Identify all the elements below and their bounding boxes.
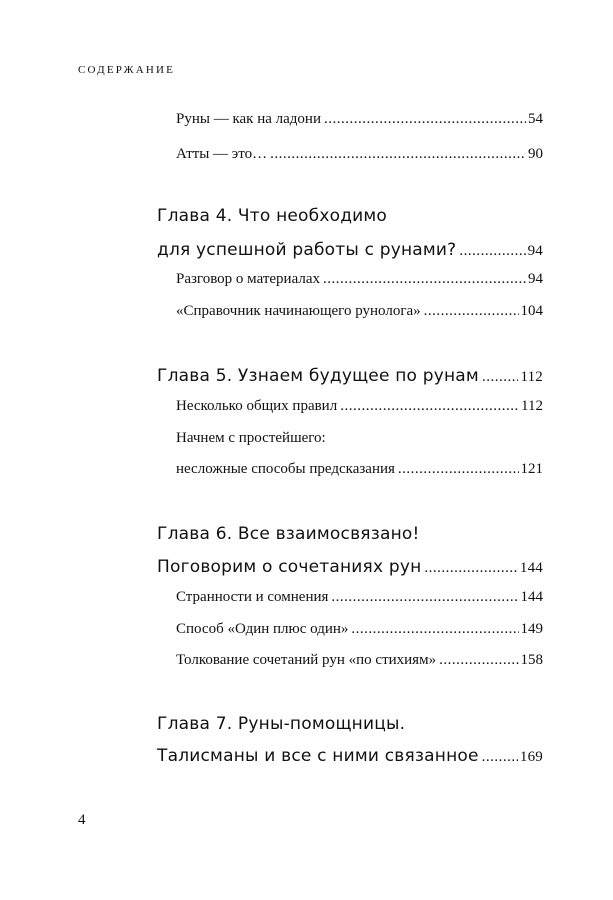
toc-entry-title: Руны — как на ладони (176, 111, 321, 127)
toc-leader-dots (482, 369, 518, 386)
toc-entry (176, 111, 543, 128)
toc-entry (176, 271, 543, 288)
toc-page-number: 90 (528, 146, 543, 162)
chapter-heading (157, 366, 543, 386)
chapter-heading (157, 557, 543, 577)
chapter-heading (157, 240, 543, 260)
toc-entry (176, 652, 543, 669)
chapter-title: для успешной работы с рунами? (157, 240, 457, 260)
toc-entry-title: Атты — это… (176, 146, 268, 162)
page-number-folio: 4 (78, 812, 86, 828)
toc-entry (176, 430, 326, 447)
toc-leader-dots (424, 560, 517, 577)
toc-page-number: 121 (520, 461, 543, 477)
chapter-title: Талисманы и все с ними связанное (157, 746, 479, 766)
toc-leader-dots (424, 303, 519, 320)
chapter-heading (157, 524, 420, 544)
toc-entry-title: Разговор о материалах (176, 271, 321, 287)
toc-page-number: 104 (520, 303, 543, 319)
toc-entry (176, 621, 543, 638)
toc-entry-title: несложные способы предсказания (176, 461, 395, 477)
toc-leader-dots (398, 461, 519, 478)
toc-page-number: 94 (528, 271, 543, 287)
toc-entry (176, 461, 543, 478)
toc-page-number: 112 (520, 369, 543, 385)
chapter-heading (157, 714, 405, 734)
toc-entry-title: «Справочник начинающего рунолога» (176, 303, 421, 319)
chapter-heading (157, 746, 543, 766)
toc-entry-title: Странности и сомнения (176, 589, 329, 605)
chapter-title: Глава 6. Все взаимосвязано! (157, 524, 420, 544)
chapter-title: Поговорим о сочетаниях рун (157, 557, 422, 577)
toc-leader-dots (351, 621, 518, 638)
toc-page-number: 169 (519, 749, 543, 765)
toc-leader-dots (459, 243, 525, 260)
toc-entry-title: Начнем с простейшего: (176, 430, 326, 446)
toc-entry (176, 146, 543, 163)
toc-leader-dots (482, 749, 518, 766)
toc-page-number: 112 (521, 398, 543, 414)
toc-leader-dots (340, 398, 519, 415)
toc-page-number: 144 (520, 589, 543, 605)
chapter-title: Глава 5. Узнаем будущее по рунам (157, 366, 479, 386)
toc-entry (176, 398, 543, 415)
toc-leader-dots (439, 652, 518, 669)
toc-page-number: 158 (520, 652, 543, 668)
chapter-title: Глава 4. Что необходимо (157, 206, 388, 226)
toc-page-number: 94 (527, 243, 543, 259)
chapter-title: Глава 7. Руны-помощницы. (157, 714, 406, 734)
toc-page-number: 149 (520, 621, 543, 637)
toc-leader-dots (324, 111, 526, 128)
toc-entry-title: Способ «Один плюс один» (176, 621, 349, 637)
toc-leader-dots (270, 146, 526, 163)
toc-page-number: 54 (528, 111, 543, 127)
toc-entry-title: Несколько общих правил (176, 398, 338, 414)
toc-entry (176, 303, 543, 320)
toc-leader-dots (331, 589, 518, 606)
running-head: СОДЕРЖАНИЕ (78, 64, 176, 76)
toc-leader-dots (323, 271, 526, 288)
toc-page-number: 144 (519, 560, 543, 576)
toc-entry (176, 589, 543, 606)
toc-entry-title: Толкование сочетаний рун «по стихиям» (176, 652, 437, 668)
chapter-heading (157, 206, 387, 226)
